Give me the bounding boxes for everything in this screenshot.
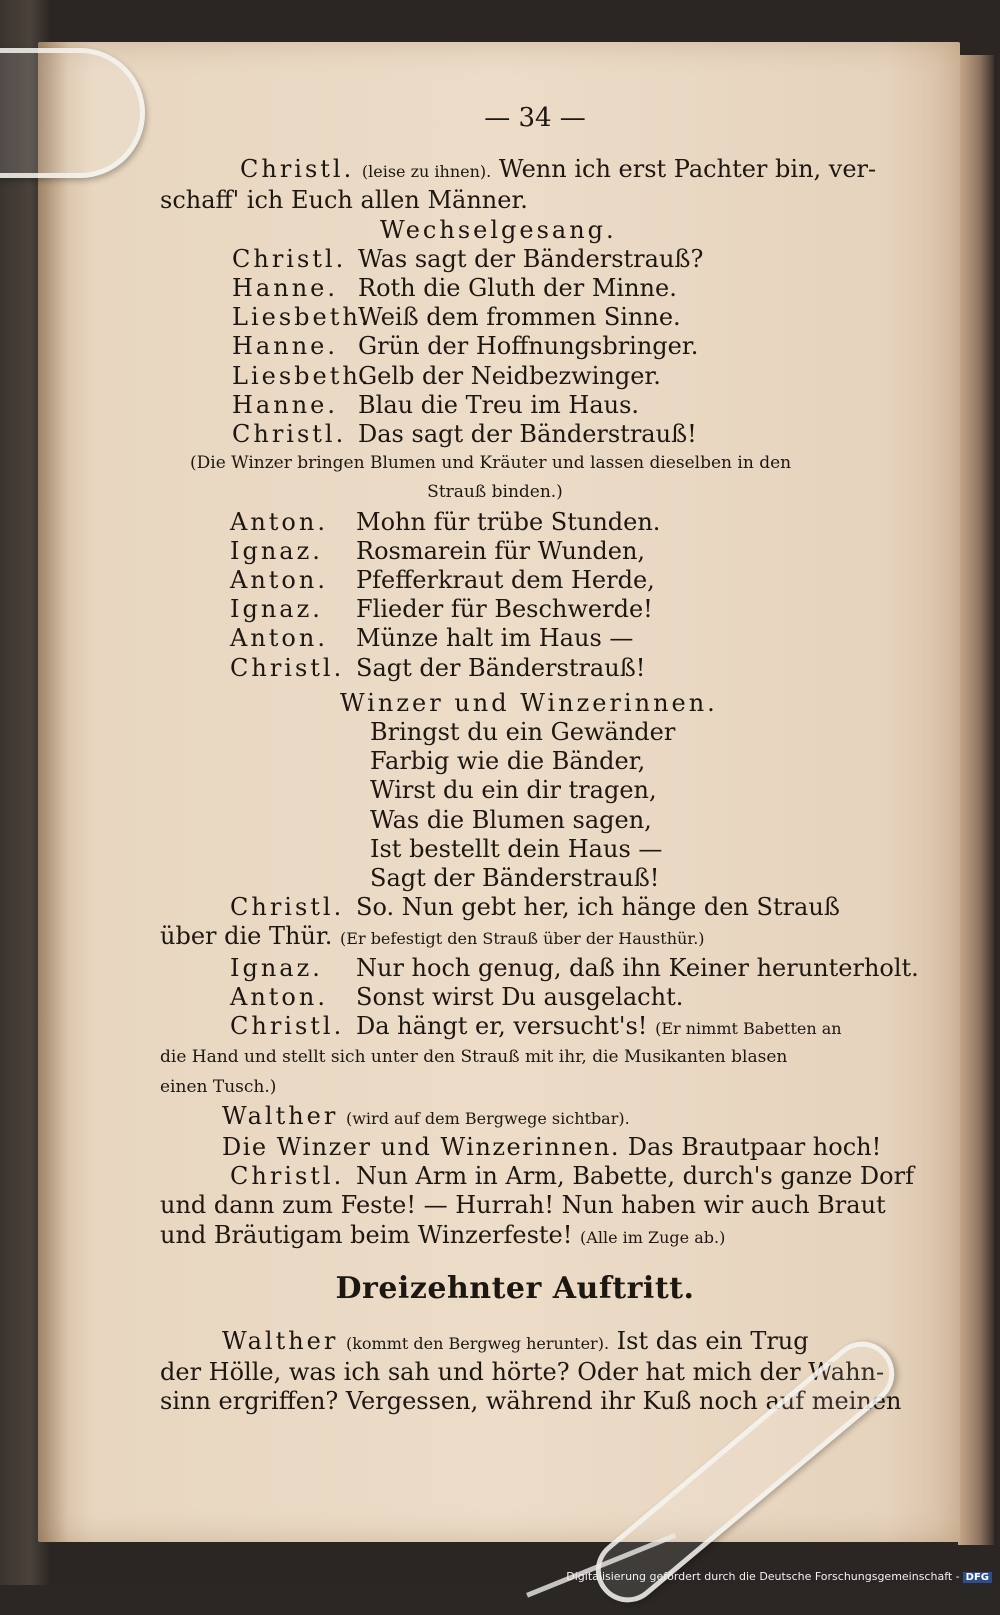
speaker-name: Anton.: [230, 566, 328, 595]
section-heading: Winzer und Winzerinnen.: [340, 688, 718, 717]
dialogue-text: Weiß dem frommen Sinne.: [358, 303, 681, 332]
dialogue-line: [160, 186, 870, 215]
dialogue-line: [160, 1191, 886, 1220]
dialogue-text: Blau die Treu im Haus.: [358, 390, 640, 419]
dialogue-line: [160, 1132, 882, 1162]
speaker-name: Christl.: [230, 893, 345, 922]
verse-line: Ist bestellt dein Haus —: [370, 834, 663, 863]
speaker-name: Hanne.: [232, 332, 338, 361]
dialogue-text: und dann zum Feste! — Hurrah! Nun haben wir auch Braut: [160, 1191, 886, 1220]
stage-direction: (kommt den Bergweg herunter).: [345, 1333, 610, 1353]
dialogue-text: Mohn für trübe Stunden.: [356, 507, 661, 536]
dialogue-line: [160, 391, 870, 420]
speaker-name: Hanne.: [232, 274, 338, 303]
stage-direction: (wird auf dem Bergwege sichtbar).: [345, 1108, 630, 1128]
dialogue-line: [160, 1102, 870, 1133]
speaker-name: Liesbeth.: [232, 303, 372, 332]
stage-direction: (leise zu ihnen).: [361, 162, 492, 182]
speaker-name: Anton.: [230, 624, 328, 653]
paper-clip-top: [0, 48, 145, 178]
speaker-name: Christl.: [230, 1012, 345, 1041]
speaker-name: Liesbeth.: [232, 361, 372, 390]
dialogue-text: der Hölle, was ich sah und hörte? Oder hat mich der Wahn-: [160, 1358, 885, 1387]
dialogue-line: [160, 1012, 870, 1043]
dialogue-text: Da hängt er, versucht's!: [356, 1012, 648, 1041]
speaker-name: Anton.: [230, 982, 328, 1011]
dialogue-line: [160, 983, 870, 1012]
dialogue-text: Nun Arm in Arm, Babette, durch's ganze Dorf: [356, 1162, 914, 1191]
dialogue-line: [160, 245, 870, 274]
speaker-name: Anton.: [230, 507, 328, 536]
speaker-name: Christl.: [232, 420, 347, 449]
dialogue-text: Flieder für Beschwerde!: [356, 595, 653, 624]
digitization-credit: [566, 1570, 992, 1583]
dfg-logo: DFG: [963, 1572, 992, 1583]
dialogue-line: [160, 508, 870, 537]
speaker-name: Hanne.: [232, 390, 338, 419]
stage-direction: (Alle im Zuge ab.): [580, 1227, 726, 1247]
dialogue-line: [160, 362, 870, 391]
verse-line: Bringst du ein Gewänder: [370, 718, 676, 747]
speaker-name: Ignaz.: [230, 953, 323, 982]
dialogue-text: Pfefferkraut dem Herde,: [356, 566, 655, 595]
dialogue-line: [160, 1327, 870, 1358]
stage-direction: (Er befestigt den Strauß über der Hausthür.): [340, 929, 705, 949]
stage-direction: einen Tusch.): [160, 1076, 277, 1097]
dialogue-line: [160, 274, 870, 303]
dialogue-text: schaff' ich Euch allen Männer.: [160, 186, 528, 215]
dialogue-text: Roth die Gluth der Minne.: [358, 274, 677, 303]
stage-direction: Strauß binden.): [427, 482, 563, 503]
next-page-edge: [958, 55, 994, 1545]
verse-line: Farbig wie die Bänder,: [370, 747, 646, 776]
dialogue-text: Was sagt der Bänderstrauß?: [358, 244, 704, 273]
dialogue-text: So. Nun gebt her, ich hänge den Strauß: [356, 893, 840, 922]
speaker-name: Die Winzer und Winzerinnen.: [222, 1132, 621, 1161]
dialogue-line: [160, 332, 870, 361]
dialogue-line: [160, 922, 870, 953]
dialogue-text: Das sagt der Bänderstrauß!: [358, 420, 697, 449]
stage-direction: die Hand und stellt sich unter den Strauß mit ihr, die Musikanten blasen: [160, 1047, 788, 1068]
dialogue-line: [160, 537, 870, 566]
speaker-name: Christl.: [240, 155, 355, 184]
dialogue-text: Gelb der Neidbezwinger.: [358, 361, 661, 390]
dialogue-text: Sagt der Bänderstrauß!: [356, 653, 646, 682]
dialogue-text: Nur hoch genug, daß ihn Keiner herunterholt.: [356, 953, 919, 982]
dialogue-text: Münze halt im Haus —: [356, 624, 634, 653]
speaker-name: Christl.: [230, 1162, 345, 1191]
page-gutter-shadow: [38, 42, 68, 1542]
verse-line: Sagt der Bänderstrauß!: [370, 864, 660, 893]
dialogue-line: [160, 595, 870, 624]
dialogue-line: [160, 624, 870, 653]
page-number: — 34 —: [484, 103, 586, 133]
stage-direction: (Er nimmt Babetten an: [655, 1019, 842, 1039]
speaker-name: Christl.: [232, 244, 347, 273]
dialogue-line: [160, 953, 919, 983]
speaker-name: Walther: [222, 1326, 339, 1355]
dialogue-line: [160, 566, 870, 595]
page-text: [160, 103, 919, 1417]
verse-line: Was die Blumen sagen,: [370, 805, 652, 834]
dialogue-text: sinn ergriffen? Vergessen, während ihr Kuß noch auf meinen: [160, 1387, 902, 1416]
dialogue-line: [160, 893, 870, 922]
verse-line: Wirst du ein dir tragen,: [370, 776, 657, 805]
dialogue-line: [160, 1221, 870, 1252]
dialogue-line: [160, 1387, 902, 1416]
dialogue-text: über die Thür.: [160, 922, 333, 951]
dialogue-text: Das Brautpaar hoch!: [627, 1132, 882, 1161]
speaker-name: Ignaz.: [230, 595, 323, 624]
credit-text: Digitalisierung gefördert durch die Deutsche Forschungsgemeinschaft -: [566, 1570, 960, 1583]
speaker-name: Ignaz.: [230, 536, 323, 565]
dialogue-text: Wenn ich erst Pachter bin, ver-: [498, 155, 877, 184]
dialogue-line: [160, 654, 870, 683]
dialogue-text: und Bräutigam beim Winzerfeste!: [160, 1220, 573, 1249]
dialogue-line: [160, 1358, 885, 1387]
dialogue-line: [160, 420, 870, 449]
speaker-name: Christl.: [230, 653, 345, 682]
dialogue-line: [160, 155, 877, 186]
dialogue-text: Rosmarein für Wunden,: [356, 536, 646, 565]
dialogue-line: [160, 1162, 914, 1191]
dialogue-text: Sonst wirst Du ausgelacht.: [356, 982, 684, 1011]
speaker-name: Walther: [222, 1101, 339, 1130]
dialogue-text: Ist das ein Trug: [616, 1326, 809, 1355]
scene-title: Dreizehnter Auftritt.: [335, 1270, 695, 1306]
dialogue-text: Grün der Hoffnungsbringer.: [358, 332, 699, 361]
stage-direction: (Die Winzer bringen Blumen und Kräuter und lassen dieselben in den: [190, 453, 792, 474]
dialogue-line: [160, 303, 870, 332]
section-heading: Wechselgesang.: [380, 215, 617, 244]
